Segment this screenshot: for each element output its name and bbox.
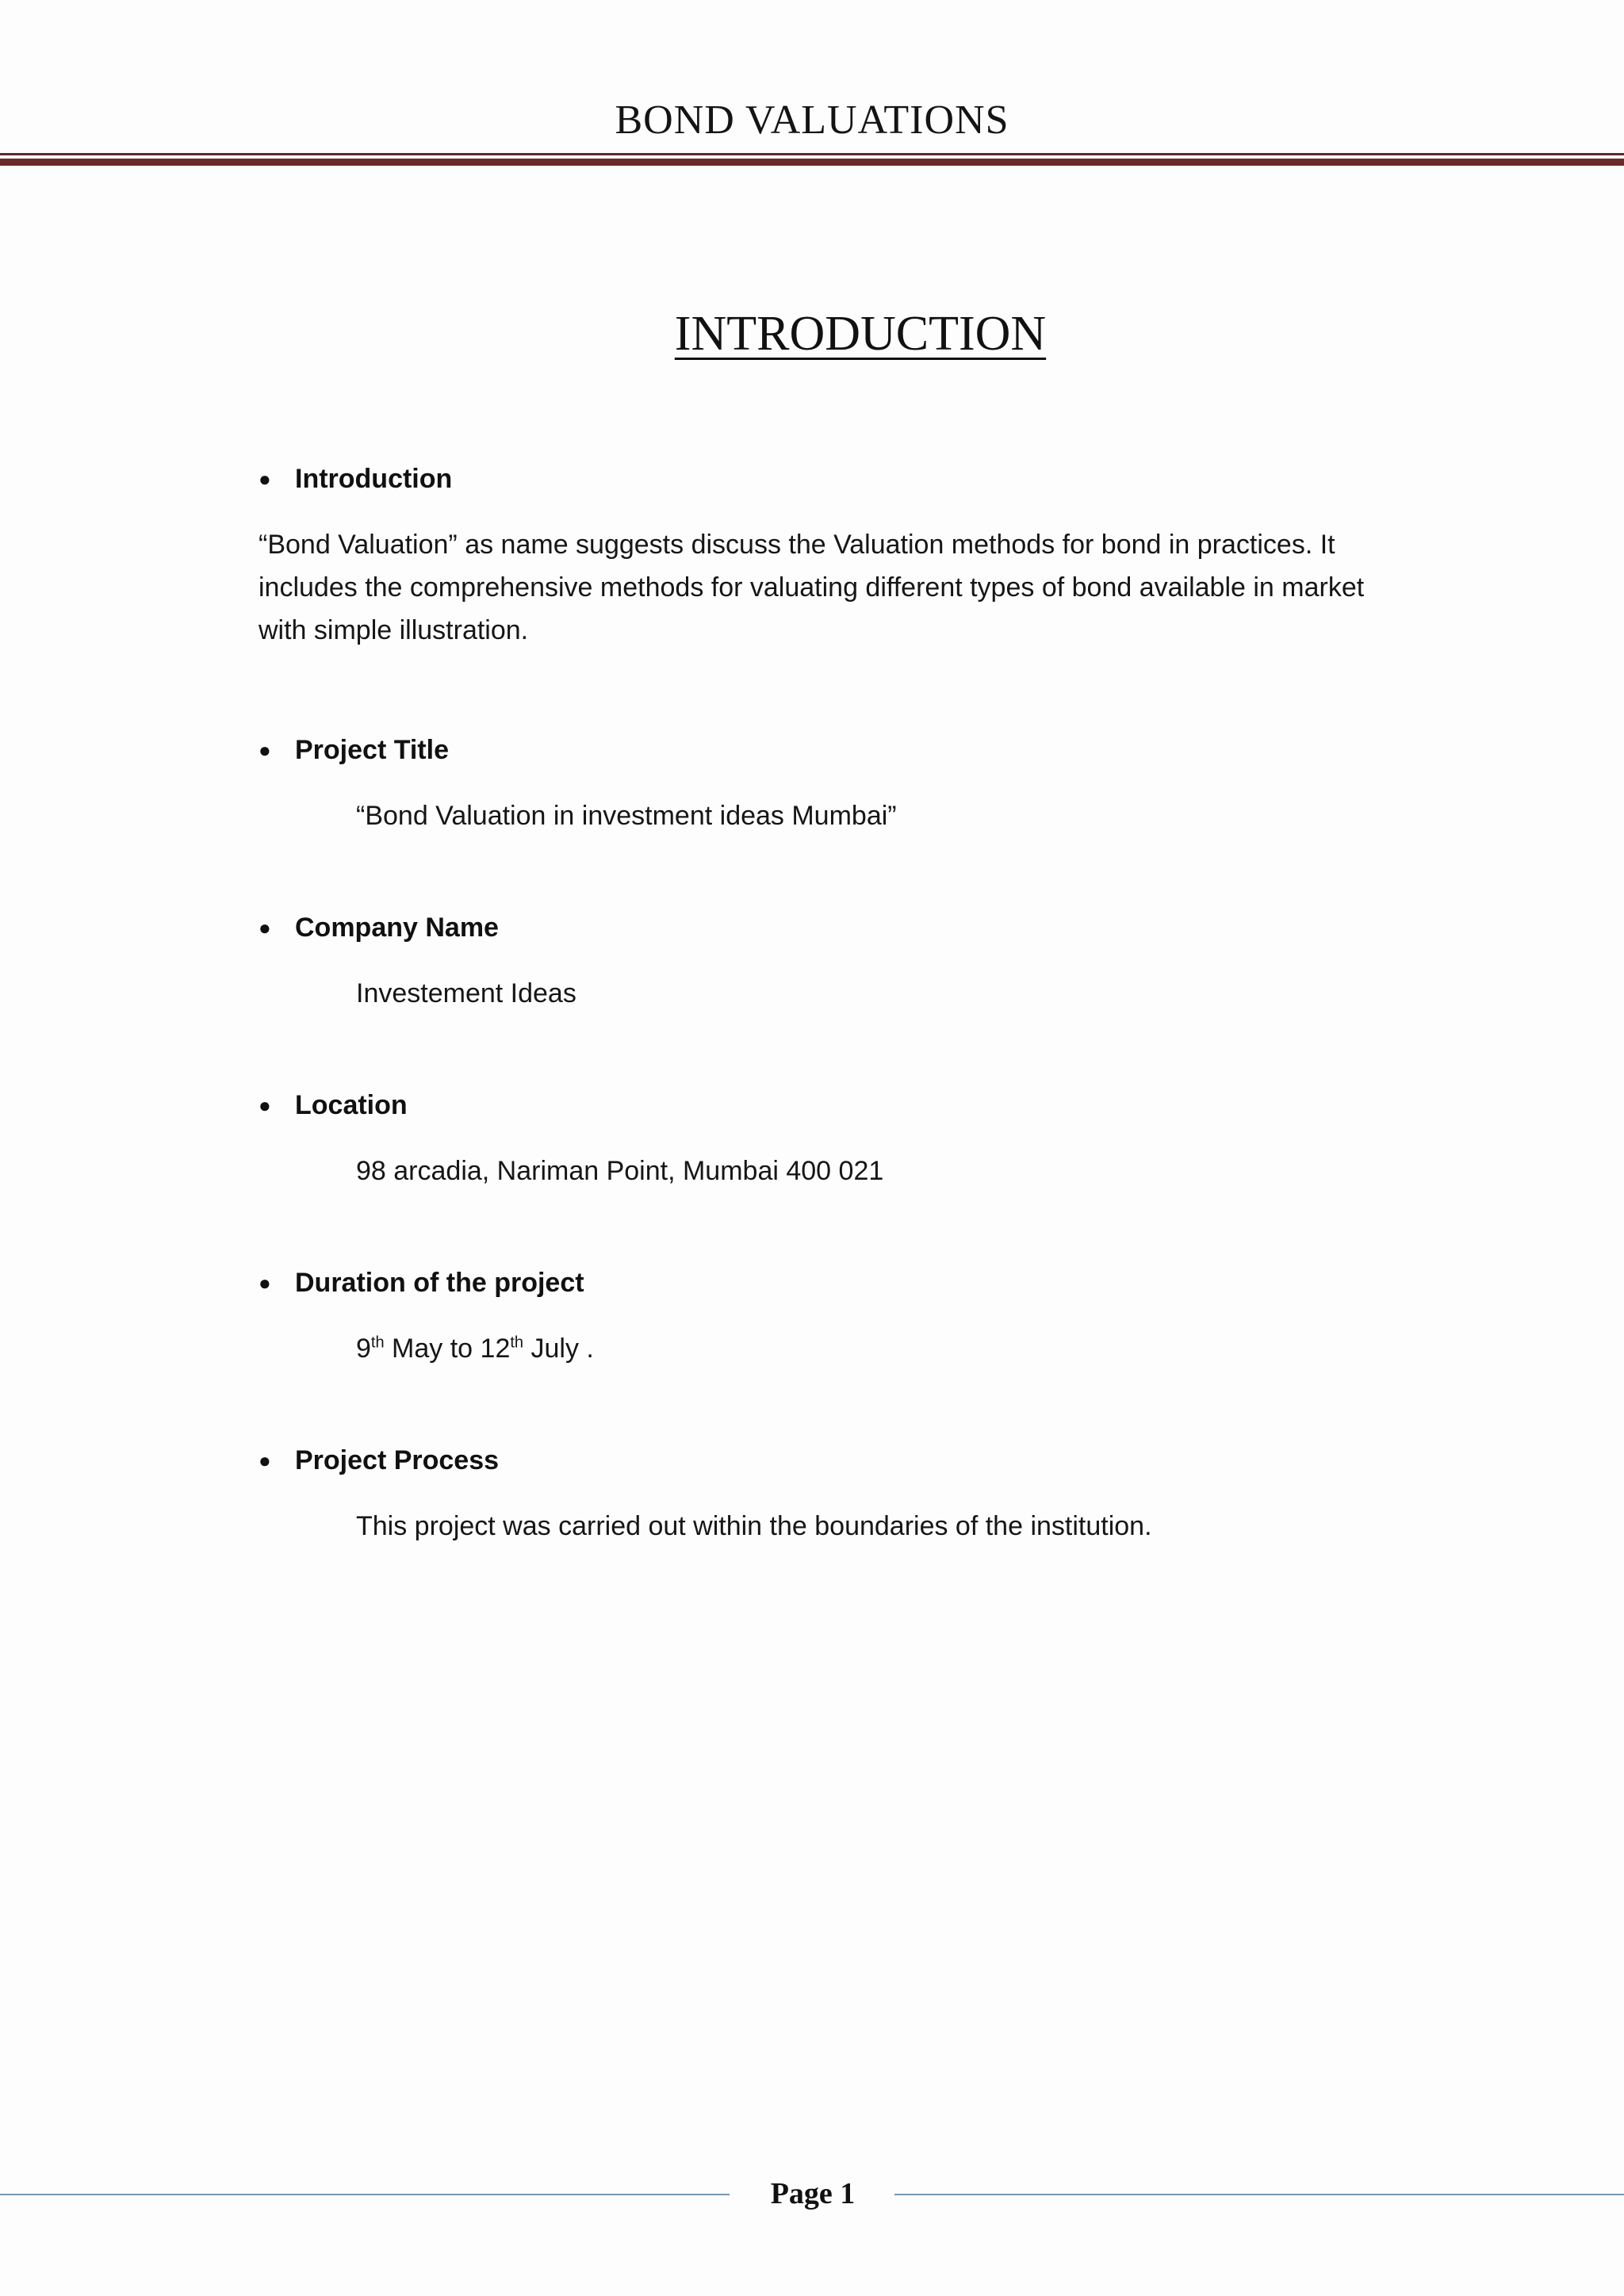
section-heading <box>259 729 1416 771</box>
section-body: “Bond Valuation in investment ideas Mumbai” <box>356 801 897 831</box>
document-body <box>259 458 1416 1548</box>
bullet-icon: ● <box>259 1093 271 1117</box>
section-title: Location <box>295 1089 408 1120</box>
section-title: Project Process <box>295 1445 500 1475</box>
section-heading <box>259 458 1416 499</box>
footer-rule-right <box>894 2194 1624 2195</box>
duration-end-suffix: th <box>510 1334 524 1352</box>
duration-middle: May to 12 <box>384 1334 511 1364</box>
section-title: Introduction <box>295 463 453 494</box>
bullet-icon: ● <box>259 916 271 939</box>
header-rule-thick <box>0 159 1624 166</box>
section-heading <box>259 1262 1416 1303</box>
running-header-title: BOND VALUATIONS <box>615 98 1009 143</box>
bullet-icon: ● <box>259 1271 271 1295</box>
section-body: “Bond Valuation” as name suggests discuss the Valuation methods for bond in practices. It includes the comprehensive methods for valuating different types of bond available in market with simple illustration. <box>259 530 1365 645</box>
section-body: 98 arcadia, Nariman Point, Mumbai 400 021 <box>356 1156 884 1186</box>
bullet-icon: ● <box>259 738 271 762</box>
duration-start-suffix: th <box>370 1334 385 1352</box>
footer-rule-left <box>0 2194 730 2195</box>
section-heading <box>259 907 1416 948</box>
page-heading <box>0 307 1624 361</box>
section-company-name <box>259 907 1416 1015</box>
section-heading <box>259 1085 1416 1126</box>
section-body: Investement Ideas <box>356 978 576 1008</box>
section-heading <box>259 1440 1416 1481</box>
page-heading-text: INTRODUCTION <box>674 307 1047 361</box>
section-project-process <box>259 1440 1416 1548</box>
section-project-title <box>259 729 1416 837</box>
header-rule-thin <box>0 153 1624 155</box>
duration-end: July . <box>523 1334 594 1364</box>
section-location <box>259 1085 1416 1192</box>
bullet-icon: ● <box>259 467 271 491</box>
section-introduction <box>259 458 1416 652</box>
page-number: Page 1 <box>770 2177 856 2210</box>
section-body <box>259 1327 1416 1370</box>
duration-start-day: 9 <box>356 1334 371 1364</box>
bullet-icon: ● <box>259 1448 271 1472</box>
section-title: Duration of the project <box>295 1267 584 1298</box>
section-duration <box>259 1262 1416 1370</box>
section-title: Project Title <box>295 734 449 765</box>
section-title: Company Name <box>295 912 499 943</box>
section-body: This project was carried out within the boundaries of the institution. <box>356 1511 1152 1541</box>
